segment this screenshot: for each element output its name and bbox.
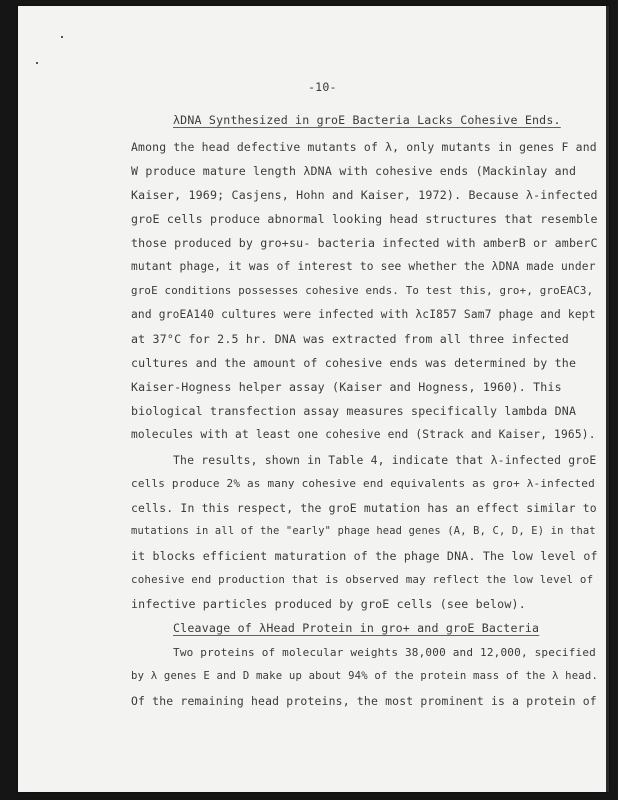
paragraph-2-line: it blocks efficient maturation of the phage DNA. The low level of xyxy=(131,549,598,563)
paragraph-3-line: Two proteins of molecular weights 38,000 and 12,000, specified xyxy=(173,646,596,659)
paragraph-1-line: groE cells produce abnormal looking head structures that resemble xyxy=(131,212,598,226)
speck-mark xyxy=(61,36,63,38)
section-heading-2: Cleavage of λHead Protein in gro+ and groE Bacteria xyxy=(173,621,540,635)
paragraph-1-line: W produce mature length λDNA with cohesive ends (Mackinlay and xyxy=(131,164,577,178)
paragraph-1-line: Kaiser-Hogness helper assay (Kaiser and Hogness, 1960). This xyxy=(131,380,562,394)
paragraph-1-line: biological transfection assay measures specifically lambda DNA xyxy=(131,404,577,418)
paragraph-2-line: infective particles produced by groE cells (see below). xyxy=(131,597,526,611)
paragraph-1-line: at 37°C for 2.5 hr. DNA was extracted from all three infected xyxy=(131,332,569,346)
document-page xyxy=(18,6,609,792)
paragraph-1-line: molecules with at least one cohesive end (Strack and Kaiser, 1965). xyxy=(131,428,596,441)
paragraph-2-line: mutations in all of the "early" phage head genes (A, B, C, D, E) in that xyxy=(131,525,596,537)
section-heading-1: λDNA Synthesized in groE Bacteria Lacks Cohesive Ends. xyxy=(173,113,561,127)
paragraph-3-line: Of the remaining head proteins, the most prominent is a protein of xyxy=(131,694,597,708)
paragraph-2-line: cohesive end production that is observed may reflect the low level of xyxy=(131,573,594,586)
paragraph-2-line: cells produce 2% as many cohesive end equivalents as gro+ λ-infected xyxy=(131,477,595,490)
paragraph-1-line: and groEA140 cultures were infected with λcI857 Sam7 phage and kept xyxy=(131,308,596,321)
paragraph-1-line: cultures and the amount of cohesive ends was determined by the xyxy=(131,356,577,370)
paragraph-1-line: mutant phage, it was of interest to see whether the λDNA made under xyxy=(131,260,596,273)
speck-mark xyxy=(36,62,38,64)
page-number: -10- xyxy=(308,80,337,94)
paragraph-3-line: by λ genes E and D make up about 94% of the protein mass of the λ head. xyxy=(131,670,599,682)
paragraph-1-line: Kaiser, 1969; Casjens, Hohn and Kaiser, 1972). Because λ-infected xyxy=(131,188,598,202)
paragraph-2-line: cells. In this respect, the groE mutation has an effect similar to xyxy=(131,501,597,515)
paragraph-1-line: groE conditions possesses cohesive ends. To test this, gro+, groEAC3, xyxy=(131,284,594,297)
paragraph-1-line: those produced by gro+su- bacteria infected with amberB or amberC xyxy=(131,236,598,250)
paragraph-2-line: The results, shown in Table 4, indicate that λ-infected groE xyxy=(173,453,597,467)
paragraph-1-line: Among the head defective mutants of λ, only mutants in genes F and xyxy=(131,140,597,154)
